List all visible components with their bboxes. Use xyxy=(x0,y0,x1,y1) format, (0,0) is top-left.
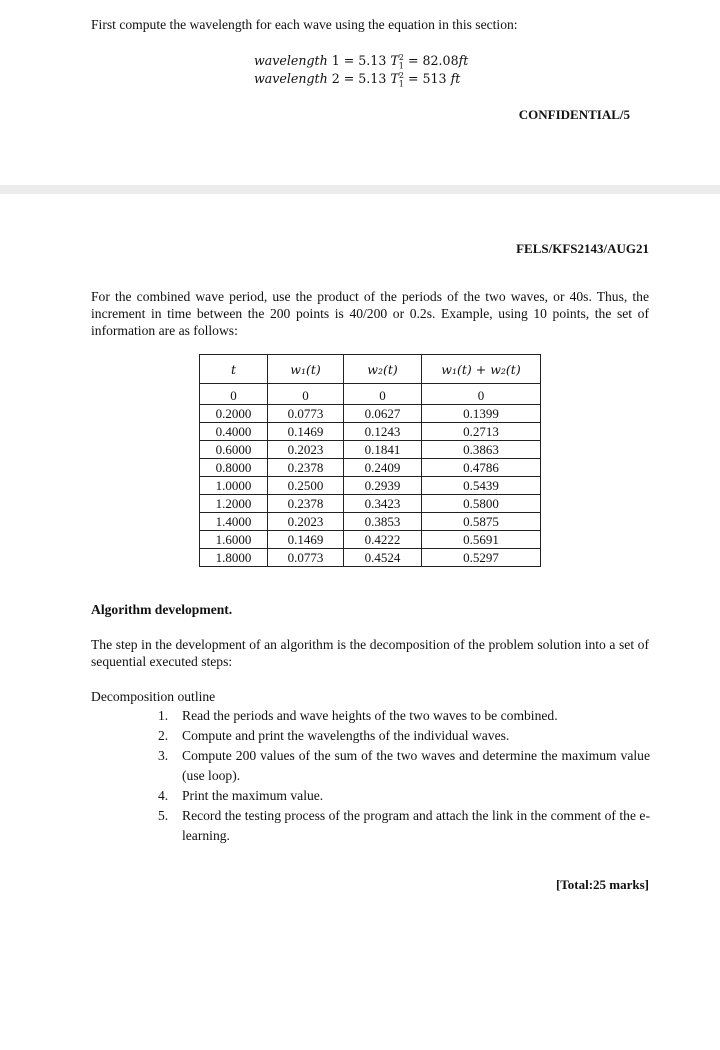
table-cell: 0.4524 xyxy=(344,549,422,567)
table-cell: 0.0773 xyxy=(268,405,344,423)
combined-period-text: For the combined wave period, use the product of the periods of the two waves, or 40s. Thus, the increment in time between the 200 points is 40/200 or 0.2s. Example, using 10 points, the set of information are as follows: xyxy=(91,289,649,338)
table-cell: 0 xyxy=(344,384,422,405)
total-marks: [Total:25 marks] xyxy=(555,877,649,892)
table-cell: 0.1399 xyxy=(422,405,541,423)
equation-wavelength-2: wavelength 2 = 5.13 $T_1^2 = 513$ ft xyxy=(254,71,461,89)
table-cell: 0.4786 xyxy=(422,459,541,477)
step-item xyxy=(158,786,650,806)
table-cell: 0.2378 xyxy=(268,459,344,477)
step-text: Compute and print the wavelengths of the individual waves. xyxy=(182,728,510,743)
table-cell: 0.2939 xyxy=(344,477,422,495)
table-cell: 0.2023 xyxy=(268,513,344,531)
table-cell: 1.4000 xyxy=(200,513,268,531)
header-w2: w₂(t) xyxy=(344,355,422,384)
table-cell: 0.1243 xyxy=(344,423,422,441)
page-break xyxy=(0,185,720,194)
table-cell: 0.4222 xyxy=(344,531,422,549)
step-number: 1. xyxy=(158,708,169,723)
header-sum: w₁(t) + w₂(t) xyxy=(422,355,541,384)
table-cell: 1.6000 xyxy=(200,531,268,549)
table-cell: 0.0627 xyxy=(344,405,422,423)
table-cell: 0.5691 xyxy=(422,531,541,549)
table-row xyxy=(200,405,541,423)
table-row xyxy=(200,549,541,567)
step-text: Read the periods and wave heights of the two waves to be combined. xyxy=(182,708,558,723)
table-row xyxy=(200,423,541,441)
intro-text: First compute the wavelength for each wave using the equation in this section: xyxy=(91,17,518,32)
table-row xyxy=(200,441,541,459)
step-item xyxy=(158,706,650,726)
step-item xyxy=(158,746,650,786)
wave-table xyxy=(199,354,541,567)
step-item xyxy=(158,726,650,746)
table-cell: 0.3853 xyxy=(344,513,422,531)
table-row xyxy=(200,513,541,531)
table-cell: 0.2000 xyxy=(200,405,268,423)
table-cell: 0.1841 xyxy=(344,441,422,459)
table-cell: 0.2713 xyxy=(422,423,541,441)
table-cell: 0 xyxy=(422,384,541,405)
table-row xyxy=(200,459,541,477)
table-cell: 0.2500 xyxy=(268,477,344,495)
table-row xyxy=(200,495,541,513)
table-cell: 0.8000 xyxy=(200,459,268,477)
step-text: Compute 200 values of the sum of the two waves and determine the maximum value (use loop). xyxy=(182,748,650,783)
table-cell: 0.2409 xyxy=(344,459,422,477)
table-cell: 1.2000 xyxy=(200,495,268,513)
table-row xyxy=(200,477,541,495)
table-cell: 0.5439 xyxy=(422,477,541,495)
table-header-row xyxy=(200,355,541,384)
step-number: 2. xyxy=(158,728,169,743)
step-number: 3. xyxy=(158,748,169,763)
header-w1: w₁(t) xyxy=(268,355,344,384)
table-cell: 0.3423 xyxy=(344,495,422,513)
steps-list xyxy=(158,706,650,846)
table-cell: 0.4000 xyxy=(200,423,268,441)
algorithm-heading: Algorithm development. xyxy=(91,602,233,617)
equation-wavelength-1: wavelength 1 = 5.13 $T_1^2 = 82.08ft$ xyxy=(254,53,469,71)
table-row xyxy=(200,384,541,405)
step-text: Record the testing process of the program and attach the link in the comment of the e-learning. xyxy=(182,808,650,843)
table-cell: 1.0000 xyxy=(200,477,268,495)
table-cell: 0.1469 xyxy=(268,423,344,441)
table-cell: 0.5800 xyxy=(422,495,541,513)
table-cell: 0.3863 xyxy=(422,441,541,459)
table-row xyxy=(200,531,541,549)
table-cell: 0.5875 xyxy=(422,513,541,531)
table-cell: 0.2023 xyxy=(268,441,344,459)
table-cell: 0.0773 xyxy=(268,549,344,567)
table-cell: 0 xyxy=(268,384,344,405)
step-number: 4. xyxy=(158,788,169,803)
step-item xyxy=(158,806,650,846)
table-cell: 0.1469 xyxy=(268,531,344,549)
confidential-label: CONFIDENTIAL/5 xyxy=(518,107,630,122)
algorithm-text: The step in the development of an algorithm is the decomposition of the problem solution into a set of sequential executed steps: xyxy=(91,637,649,669)
step-number: 5. xyxy=(158,808,169,823)
table-cell: 0.2378 xyxy=(268,495,344,513)
table-cell: 0 xyxy=(200,384,268,405)
step-text: Print the maximum value. xyxy=(182,788,324,803)
header-t: t xyxy=(200,355,268,384)
outline-label: Decomposition outline xyxy=(91,689,216,704)
table-cell: 0.6000 xyxy=(200,441,268,459)
table-cell: 1.8000 xyxy=(200,549,268,567)
course-code: FELS/KFS2143/AUG21 xyxy=(516,241,649,256)
table-cell: 0.5297 xyxy=(422,549,541,567)
